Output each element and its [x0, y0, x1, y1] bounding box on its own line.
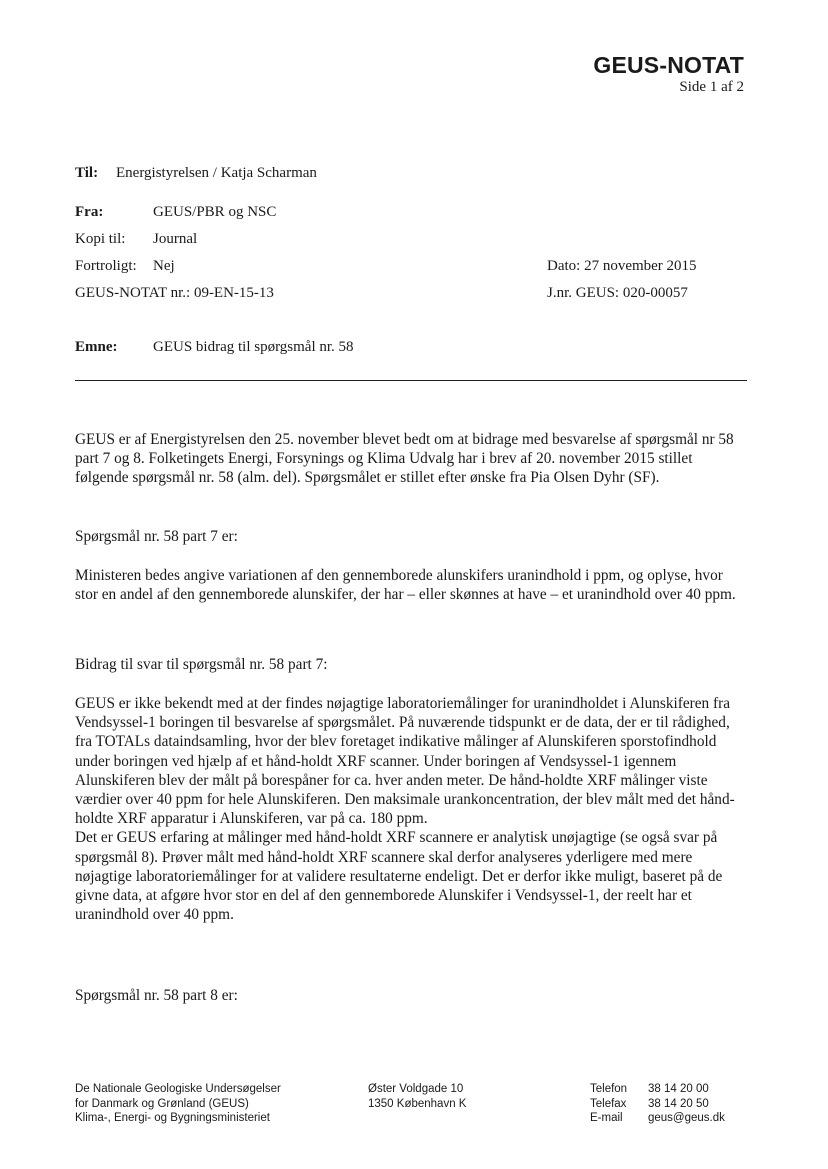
sender-label: Fra:	[75, 204, 104, 220]
confidential-row	[75, 257, 175, 275]
fax-value: 38 14 20 50	[648, 1097, 709, 1110]
paragraph-text: Spørgsmål nr. 58 part 8 er:	[75, 987, 238, 1004]
footer-address-line: 1350 København K	[368, 1097, 467, 1110]
phone-label: Telefon	[590, 1083, 628, 1095]
copy-value: Journal	[153, 231, 198, 247]
recipient-label: Til:	[75, 165, 99, 181]
recipient-value: Energistyrelsen / Katja Scharman	[116, 165, 317, 181]
copy-label: Kopi til:	[75, 231, 126, 247]
paragraph-text: Bidrag til svar til spørgsmål nr. 58 part 7:	[75, 656, 328, 673]
paragraph-text: Ministeren bedes angive variationen af den gennemborede alunskifers uranindhold i ppm, og oplyse, hvor stor en andel af den gennemborede alunskifer, der har – eller skønnes at have – et uranindhold over 40 ppm.	[75, 567, 736, 604]
recipient-row	[75, 164, 317, 182]
date: Dato: 27 november 2015	[547, 258, 697, 274]
sender-value: GEUS/PBR og NSC	[153, 204, 277, 220]
question-7-text	[75, 566, 742, 604]
notat-number: GEUS-NOTAT nr.: 09-EN-15-13	[75, 285, 274, 301]
subject-value: GEUS bidrag til spørgsmål nr. 58	[153, 339, 354, 355]
footer-org-line: Klima-, Energi- og Bygningsministeriet	[75, 1112, 270, 1124]
footer-address	[368, 1082, 466, 1111]
paragraph-text: Spørgsmål nr. 58 part 7 er:	[75, 528, 238, 545]
confidential-value: Nej	[153, 258, 175, 274]
footer-org-line: for Danmark og Grønland (GEUS)	[75, 1097, 249, 1110]
copy-row	[75, 230, 197, 248]
paragraph-text: GEUS er ikke bekendt med at der findes nøjagtige laboratoriemålinger for uranindholdet i Alunskiferen fra Vendsyssel-1 boringen til besvarelse af spørgsmålet. På nuværende tidspunkt er de data, der er til rådighed, fra TOTALs dataindsamling, hvor der blev foretaget indikative målinger af Alunskiferen sporstofindhold under boringen ved hjælp af et hånd-holdt XRF scanner. Under boringen af Vendsyssel-1 igennem Alunskiferen blev der målt på borespåner for ca. hver anden meter. De hånd-holdte XRF målinger viste værdier over 40 ppm for hele Alunskiferen. Den maksimale urankoncentration, der blev målt med det hånd-holdte XRF apparatur i Alunskiferen, var på ca. 180 ppm.	[75, 695, 735, 828]
email-link[interactable]: geus@geus.dk	[648, 1112, 725, 1124]
confidential-label: Fortroligt:	[75, 258, 137, 274]
footer-contact	[590, 1082, 725, 1126]
email-label: E-mail	[590, 1112, 623, 1124]
sender-row	[75, 203, 276, 221]
journal-number: J.nr. GEUS: 020-00057	[547, 285, 688, 301]
footer-address-line: Øster Voldgade 10	[368, 1083, 464, 1095]
footer-organization	[75, 1082, 281, 1126]
paragraph-intro	[75, 430, 742, 488]
page-number: Side 1 af 2	[679, 79, 744, 95]
question-7-heading	[75, 527, 742, 546]
subject-row	[75, 338, 354, 356]
answer-7-text	[75, 694, 742, 924]
paragraph-text: Det er GEUS erfaring at målinger med hånd-holdt XRF scannere er analytisk unøjagtige (se også svar på spørgsmål 8). Prøver målt med hånd-holdt XRF scannere skal derfor analyseres yderligere med mere nøjagtige laboratoriemålinger for at validere resultaterne endeligt. Det er derfor ikke muligt, baseret på de givne data, at afgøre hvor stor en del af den gennemborede Alunskifer i Vendsyssel-1, der reelt har et uranindhold over 40 ppm.	[75, 829, 723, 924]
paragraph-text: GEUS er af Energistyrelsen den 25. november blevet bedt om at bidrage med besvarelse af spørgsmål nr 58 part 7 og 8. Folketingets Energi, Forsynings og Klima Udvalg har i brev af 20. november 2015 stillet følgende spørgsmål nr. 58 (alm. del). Spørgsmålet er stillet efter ønske fra Pia Olsen Dyhr (SF).	[75, 431, 734, 487]
header-divider	[75, 380, 747, 381]
question-8-heading	[75, 986, 742, 1005]
fax-label: Telefax	[590, 1097, 627, 1110]
document-title: GEUS-NOTAT	[593, 52, 744, 78]
phone-value: 38 14 20 00	[648, 1083, 709, 1095]
subject-label: Emne:	[75, 339, 118, 355]
footer-org-line: De Nationale Geologiske Undersøgelser	[75, 1083, 281, 1095]
answer-7-heading	[75, 655, 742, 674]
